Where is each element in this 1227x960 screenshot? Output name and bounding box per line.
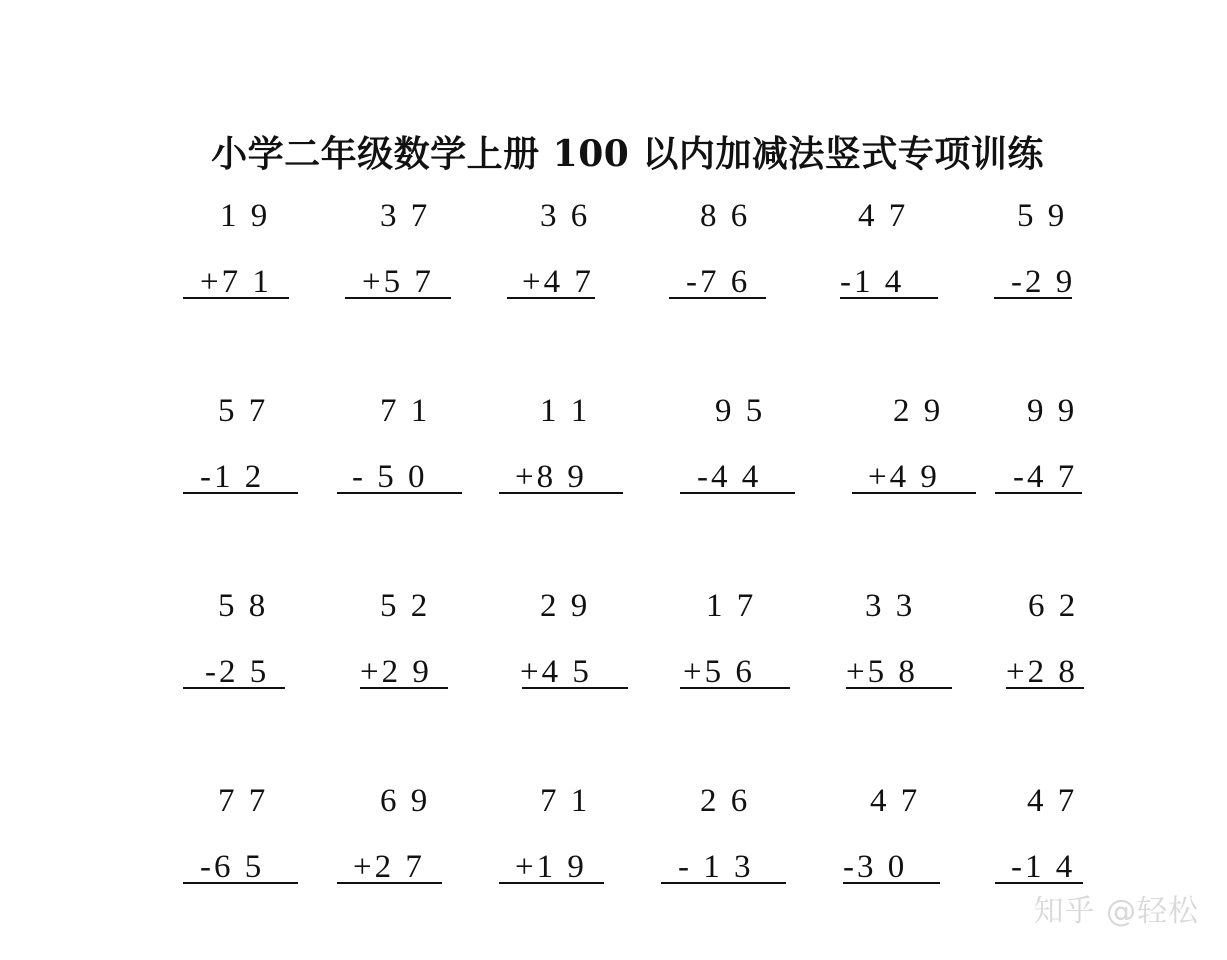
top-number: 7 1 [540,783,591,819]
operator-number: -1 4 [1011,849,1076,885]
answer-line [852,492,976,494]
answer-line [994,297,1072,299]
answer-line [846,687,952,689]
answer-line [337,882,442,884]
answer-line [183,687,285,689]
top-number: 5 9 [1017,198,1068,234]
answer-line [843,882,940,884]
answer-line [360,687,448,689]
answer-line [522,687,628,689]
top-number: 3 7 [380,198,431,234]
top-number: 7 7 [218,783,269,819]
operator-number: +4 5 [520,654,592,690]
answer-line [183,882,298,884]
top-number: 6 2 [1028,588,1079,624]
operator-number: -4 7 [1013,459,1078,495]
operator-number: -1 2 [200,459,265,495]
operator-number: +5 8 [846,654,918,690]
answer-line [183,297,289,299]
top-number: 2 6 [700,783,751,819]
operator-number: +8 9 [515,459,587,495]
top-number: 5 2 [380,588,431,624]
top-number: 5 8 [218,588,269,624]
top-number: 2 9 [540,588,591,624]
answer-line [680,687,790,689]
answer-line [680,492,795,494]
answer-line [669,297,766,299]
operator-number: - 5 0 [352,459,428,495]
operator-number: +2 8 [1006,654,1078,690]
top-number: 3 3 [865,588,916,624]
operator-number: -3 0 [843,849,908,885]
top-number: 1 7 [706,588,757,624]
top-number: 7 1 [380,393,431,429]
operator-number: - 1 3 [678,849,754,885]
answer-line [183,492,298,494]
answer-line [499,492,623,494]
top-number: 1 1 [540,393,591,429]
operator-number: -2 5 [205,654,270,690]
answer-line [507,297,595,299]
answer-line [345,297,451,299]
top-number: 4 7 [870,783,921,819]
operator-number: +4 9 [868,459,940,495]
watermark: 知乎 @轻松 [1033,894,1199,929]
top-number: 9 5 [715,393,766,429]
operator-number: -4 4 [697,459,762,495]
top-number: 3 6 [540,198,591,234]
top-number: 1 9 [220,198,271,234]
operator-number: +2 7 [353,849,425,885]
operator-number: -7 6 [686,264,751,300]
operator-number: -6 5 [200,849,265,885]
operator-number: +5 6 [683,654,755,690]
top-number: 8 6 [700,198,751,234]
operator-number: +5 7 [362,264,434,300]
operator-number: +1 9 [515,849,587,885]
operator-number: +4 7 [522,264,594,300]
top-number: 5 7 [218,393,269,429]
answer-line [499,882,604,884]
answer-line [840,297,938,299]
answer-line [337,492,462,494]
top-number: 4 7 [1027,783,1078,819]
answer-line [1006,687,1084,689]
answer-line [995,882,1083,884]
top-number: 2 9 [893,393,944,429]
top-number: 9 9 [1027,393,1078,429]
operator-number: +2 9 [360,654,432,690]
page-title: 小学二年级数学上册 100 以内加减法竖式专项训练 [211,133,1044,175]
top-number: 4 7 [858,198,909,234]
operator-number: -2 9 [1011,264,1076,300]
top-number: 6 9 [380,783,431,819]
operator-number: +7 1 [200,264,272,300]
answer-line [661,882,786,884]
answer-line [995,492,1082,494]
operator-number: -1 4 [840,264,905,300]
